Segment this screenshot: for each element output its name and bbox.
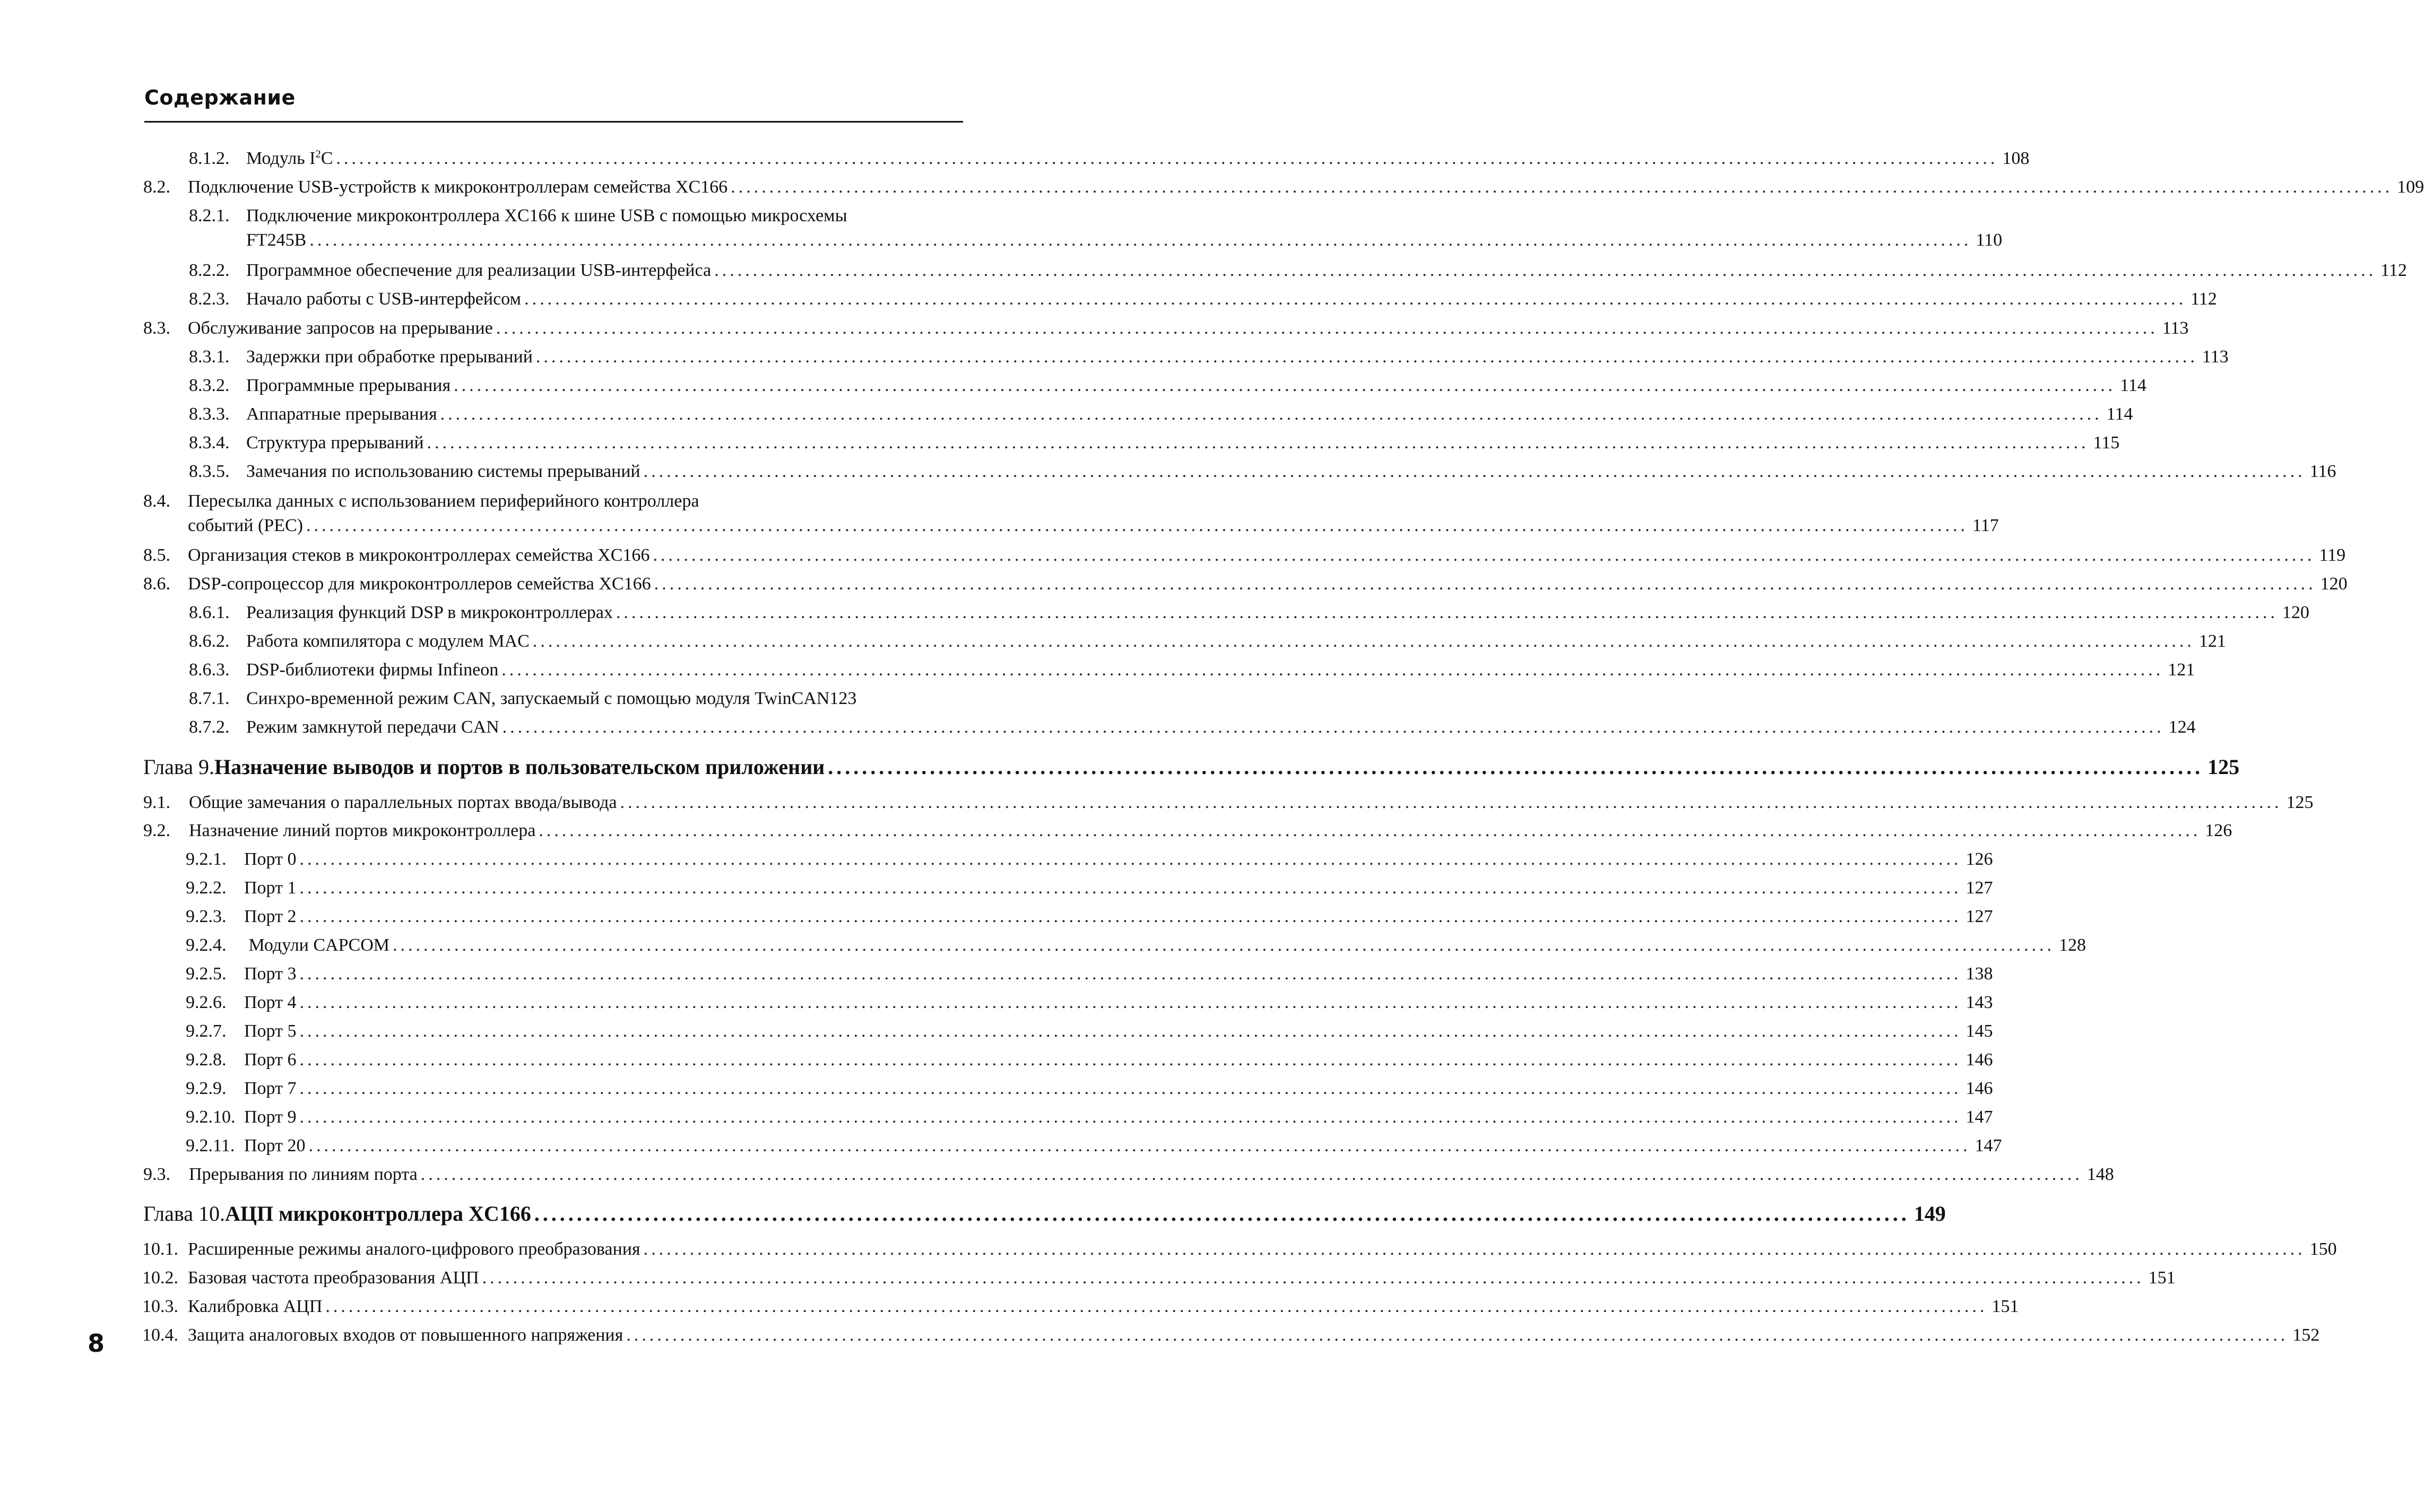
entry-page: 108 bbox=[2002, 149, 2030, 168]
chapter-page: 125 bbox=[2207, 755, 2240, 779]
toc-entry[interactable] bbox=[143, 1162, 2114, 1187]
entry-number: 10.4. bbox=[142, 1325, 178, 1345]
leader-dots bbox=[325, 1294, 1987, 1319]
leader-dots bbox=[503, 715, 2165, 740]
toc-entry[interactable] bbox=[186, 876, 1993, 900]
toc-entry[interactable] bbox=[143, 175, 2424, 199]
entry-page: 128 bbox=[2058, 935, 2086, 955]
leader-dots bbox=[454, 373, 2116, 398]
entry-title: Защита аналоговых входов от повышенного напряжения bbox=[188, 1325, 624, 1345]
entry-title: Порт 7 bbox=[244, 1079, 297, 1098]
entry-number: 8.5. bbox=[143, 545, 170, 565]
chapter-title: Назначение выводов и портов в пользовательском приложении bbox=[214, 755, 825, 779]
leader-dots bbox=[539, 819, 2201, 843]
toc-entry[interactable] bbox=[143, 543, 2346, 568]
entry-title: Порт 2 bbox=[244, 907, 297, 926]
toc-entry[interactable] bbox=[186, 962, 1993, 986]
entry-page: 152 bbox=[2292, 1325, 2320, 1345]
entry-page: 127 bbox=[1966, 907, 1993, 926]
toc-entry-first-line bbox=[189, 204, 847, 228]
entry-page: 127 bbox=[1966, 878, 1993, 898]
entry-title-line1: Пересылка данных с использованием периферийного контроллера bbox=[188, 491, 699, 511]
entry-page: 110 bbox=[1976, 230, 2003, 250]
chapter-page: 149 bbox=[1914, 1202, 1946, 1226]
entry-number: 8.3. bbox=[143, 318, 170, 338]
toc-entry[interactable] bbox=[188, 514, 1999, 538]
entry-title: Модуль $I^2C$ bbox=[246, 148, 333, 168]
toc-entry[interactable] bbox=[186, 847, 1993, 872]
leader-dots bbox=[501, 658, 2163, 682]
leader-dots bbox=[299, 876, 1961, 900]
entry-page: 112 bbox=[2380, 260, 2407, 280]
toc-entry[interactable] bbox=[189, 715, 2196, 740]
entry-page: 143 bbox=[1966, 993, 1993, 1012]
entry-page: 151 bbox=[2148, 1268, 2176, 1288]
leader-dots bbox=[714, 258, 2376, 283]
toc-entry[interactable] bbox=[186, 1048, 1993, 1072]
entry-page: 146 bbox=[1966, 1050, 1993, 1070]
entry-page: 114 bbox=[2106, 404, 2133, 424]
toc-entry[interactable] bbox=[142, 1323, 2320, 1348]
leader-dots bbox=[306, 514, 1968, 538]
leader-dots bbox=[653, 543, 2315, 568]
leader-dots bbox=[620, 790, 2282, 815]
entry-title: Порт 5 bbox=[244, 1021, 297, 1041]
leader-dots bbox=[482, 1266, 2144, 1290]
entry-number: 10.3. bbox=[142, 1297, 178, 1316]
entry-title: Порт 6 bbox=[244, 1050, 297, 1070]
entry-page: 148 bbox=[2087, 1165, 2114, 1184]
toc-entry[interactable] bbox=[189, 431, 2120, 455]
leader-dots bbox=[533, 629, 2195, 654]
toc-entry[interactable] bbox=[143, 316, 2189, 341]
leader-dots bbox=[393, 933, 2055, 958]
leader-dots bbox=[299, 905, 1961, 929]
entry-title: Замечания по использованию системы прерываний bbox=[246, 462, 640, 481]
entry-number: 8.1.2. bbox=[189, 149, 230, 168]
entry-page: 146 bbox=[1966, 1079, 1993, 1098]
header-title: Содержание bbox=[144, 86, 296, 109]
entry-title: Порт 0 bbox=[244, 849, 297, 869]
entry-page: 120 bbox=[2282, 603, 2309, 622]
entry-title: Базовая частота преобразования АЦП bbox=[188, 1268, 479, 1288]
leader-dots bbox=[731, 175, 2393, 199]
leader-dots bbox=[626, 1323, 2288, 1348]
entry-page: 120 bbox=[2320, 574, 2348, 594]
toc-entry[interactable] bbox=[189, 402, 2133, 427]
entry-title: Порт 3 bbox=[244, 964, 297, 984]
entry-title: Модули CAPCOM bbox=[244, 935, 389, 955]
entry-number: 9.2.10. bbox=[186, 1107, 236, 1127]
leader-dots bbox=[536, 345, 2198, 369]
leader-dots bbox=[654, 572, 2316, 596]
entry-page: 113 bbox=[2202, 347, 2229, 367]
toc-entry-first-line bbox=[143, 489, 699, 514]
entry-number: 9.2.3. bbox=[186, 907, 227, 926]
leader-dots bbox=[299, 847, 1961, 872]
entry-page: 123 bbox=[829, 689, 857, 708]
entry-title: Структура прерываний bbox=[246, 433, 424, 453]
entry-number: 9.2.11. bbox=[186, 1136, 235, 1155]
leader-dots bbox=[309, 228, 1971, 253]
leader-dots bbox=[299, 1076, 1961, 1101]
toc-entry[interactable] bbox=[186, 905, 1993, 929]
entry-title: Прерывания по линиям порта bbox=[189, 1165, 418, 1184]
toc-entry[interactable] bbox=[189, 687, 962, 711]
toc-entry[interactable] bbox=[142, 1266, 2176, 1290]
entry-page: 125 bbox=[2286, 793, 2314, 812]
toc-entry[interactable] bbox=[186, 1105, 1993, 1129]
chapter-heading[interactable] bbox=[143, 753, 2240, 781]
entry-number: 8.3.3. bbox=[189, 404, 230, 424]
leader-dots bbox=[616, 601, 2278, 625]
leader-dots bbox=[299, 962, 1961, 986]
entry-page: 112 bbox=[2191, 289, 2217, 309]
entry-page: 150 bbox=[2309, 1239, 2337, 1259]
entry-page: 115 bbox=[2093, 433, 2120, 453]
entry-title: Расширенные режимы аналого-цифрового преобразования bbox=[188, 1239, 640, 1259]
toc-entry[interactable] bbox=[189, 601, 2309, 625]
entry-number: 9.2.8. bbox=[186, 1050, 227, 1070]
leader-dots bbox=[644, 1237, 2306, 1262]
toc-entry[interactable] bbox=[142, 1237, 2337, 1262]
entry-title: Обслуживание запросов на прерывание bbox=[188, 318, 493, 338]
entry-number: 9.2.5. bbox=[186, 964, 227, 984]
toc-entry[interactable] bbox=[186, 990, 1993, 1015]
toc-entry[interactable] bbox=[246, 228, 2003, 253]
chapter-title: АЦП микроконтроллера XC166 bbox=[224, 1202, 531, 1226]
toc-entry[interactable] bbox=[189, 287, 2217, 311]
entry-number: 9.3. bbox=[143, 1165, 170, 1184]
entry-number: 9.2.9. bbox=[186, 1079, 227, 1098]
leader-dots bbox=[427, 431, 2089, 455]
toc-entry[interactable] bbox=[189, 459, 2336, 484]
entry-title: Калибровка АЦП bbox=[188, 1297, 323, 1316]
entry-number: 8.3.2. bbox=[189, 376, 230, 395]
entry-title: Порт 4 bbox=[244, 993, 297, 1012]
entry-title: FT245B bbox=[246, 230, 307, 250]
chapter-prefix: Глава 9. bbox=[143, 755, 214, 779]
entry-page: 109 bbox=[2397, 177, 2424, 197]
toc-entry[interactable] bbox=[143, 819, 2232, 843]
entry-page: 126 bbox=[1966, 849, 1993, 869]
leader-dots bbox=[299, 1019, 1961, 1044]
entry-number: 9.2.7. bbox=[186, 1021, 227, 1041]
toc-entry[interactable] bbox=[189, 629, 2226, 654]
entry-page: 121 bbox=[2168, 660, 2195, 680]
toc-entry[interactable] bbox=[189, 146, 2030, 171]
leader-dots bbox=[299, 990, 1961, 1015]
entry-title: Аппаратные прерывания bbox=[246, 404, 437, 424]
entry-number: 9.2.6. bbox=[186, 993, 227, 1012]
entry-number: 8.6. bbox=[143, 574, 170, 594]
chapter-heading[interactable] bbox=[143, 1200, 1946, 1228]
leader-dots bbox=[299, 1105, 1961, 1129]
entry-number: 8.7.2. bbox=[189, 717, 230, 737]
entry-title: Программное обеспечение для реализации USB-интерфейса bbox=[246, 260, 712, 280]
entry-title: Работа компилятора с модулем MAC bbox=[246, 631, 530, 651]
leader-dots bbox=[644, 459, 2306, 484]
entry-title-line1: Подключение микроконтроллера XC166 к шине USB с помощью микросхемы bbox=[246, 206, 847, 225]
leader-dots bbox=[440, 402, 2102, 427]
entry-page: 119 bbox=[2319, 545, 2346, 565]
entry-title: Режим замкнутой передачи CAN bbox=[246, 717, 499, 737]
entry-page: 113 bbox=[2162, 318, 2189, 338]
entry-page: 124 bbox=[2168, 717, 2196, 737]
entry-title: Программные прерывания bbox=[246, 376, 451, 395]
toc-entry[interactable] bbox=[186, 933, 2086, 958]
entry-page: 126 bbox=[2205, 821, 2232, 840]
entry-title: Порт 20 bbox=[244, 1136, 306, 1155]
entry-number: 8.4. bbox=[143, 491, 170, 511]
toc-entry[interactable] bbox=[189, 345, 2229, 369]
entry-title: Реализация функций DSP в микроконтроллерах bbox=[246, 603, 613, 622]
entry-title: событий (PEC) bbox=[188, 516, 303, 535]
entry-number: 10.1. bbox=[142, 1239, 178, 1259]
entry-number: 9.2.1. bbox=[186, 849, 227, 869]
entry-page: 138 bbox=[1966, 964, 1993, 984]
entry-page: 116 bbox=[2309, 462, 2336, 481]
entry-number: 8.3.1. bbox=[189, 347, 230, 367]
leader-dots bbox=[534, 1200, 1910, 1228]
page-number: 8 bbox=[88, 1329, 105, 1358]
entry-page: 145 bbox=[1966, 1021, 1993, 1041]
toc-entry[interactable] bbox=[189, 373, 2146, 398]
toc-entry[interactable] bbox=[142, 1294, 2019, 1319]
leader-dots bbox=[828, 753, 2203, 781]
entry-number: 8.2.2. bbox=[189, 260, 230, 280]
entry-number: 8.6.2. bbox=[189, 631, 230, 651]
entry-number: 8.2. bbox=[143, 177, 170, 197]
toc-entry[interactable] bbox=[186, 1076, 1993, 1101]
toc-entry[interactable] bbox=[186, 1134, 2002, 1158]
leader-dots bbox=[308, 1134, 1970, 1158]
entry-page: 147 bbox=[1966, 1107, 1993, 1127]
entry-number: 8.3.4. bbox=[189, 433, 230, 453]
entry-number: 9.2. bbox=[143, 821, 170, 840]
entry-number: 9.1. bbox=[143, 793, 170, 812]
entry-title: DSP-сопроцессор для микроконтроллеров семейства XC166 bbox=[188, 574, 651, 594]
entry-page: 151 bbox=[1992, 1297, 2019, 1316]
toc-entry[interactable] bbox=[186, 1019, 1993, 1044]
toc-entry[interactable] bbox=[143, 572, 2348, 596]
entry-number: 8.6.3. bbox=[189, 660, 230, 680]
entry-page: 121 bbox=[2198, 631, 2226, 651]
entry-number: 9.2.2. bbox=[186, 878, 227, 898]
entry-title: Порт 9 bbox=[244, 1107, 297, 1127]
entry-page: 114 bbox=[2120, 376, 2146, 395]
entry-number: 8.6.1. bbox=[189, 603, 230, 622]
entry-title: Общие замечания о параллельных портах ввода/вывода bbox=[189, 793, 617, 812]
leader-dots bbox=[299, 1048, 1961, 1072]
entry-title: Порт 1 bbox=[244, 878, 297, 898]
entry-page: 147 bbox=[1975, 1136, 2002, 1155]
toc-entry[interactable] bbox=[189, 258, 2407, 283]
leader-dots bbox=[496, 316, 2158, 341]
entry-title: DSP-библиотеки фирмы Infineon bbox=[246, 660, 499, 680]
entry-number: 8.3.5. bbox=[189, 462, 230, 481]
entry-number: 10.2. bbox=[142, 1268, 178, 1288]
entry-number: 8.7.1. bbox=[189, 689, 230, 708]
entry-title: Подключение USB-устройств к микроконтроллерам семейства XC166 bbox=[188, 177, 728, 197]
toc-entry[interactable] bbox=[189, 658, 2195, 682]
entry-number: 8.2.3. bbox=[189, 289, 230, 309]
entry-title: Синхро-временной режим CAN, запускаемый с помощью модуля TwinCAN bbox=[246, 689, 830, 708]
toc-entry[interactable] bbox=[143, 790, 2314, 815]
leader-dots bbox=[336, 146, 1998, 171]
entry-title: Задержки при обработке прерываний bbox=[246, 347, 533, 367]
leader-dots bbox=[421, 1162, 2083, 1187]
entry-title: Начало работы с USB-интерфейсом bbox=[246, 289, 522, 309]
entry-number: 9.2.4. bbox=[186, 935, 227, 955]
entry-title: Назначение линий портов микроконтроллера bbox=[189, 821, 536, 840]
chapter-prefix: Глава 10. bbox=[143, 1202, 225, 1226]
entry-number: 8.2.1. bbox=[189, 206, 230, 225]
entry-page: 117 bbox=[1972, 516, 1999, 535]
leader-dots bbox=[524, 287, 2186, 311]
entry-title: Организация стеков в микроконтроллерах семейства XC166 bbox=[188, 545, 650, 565]
